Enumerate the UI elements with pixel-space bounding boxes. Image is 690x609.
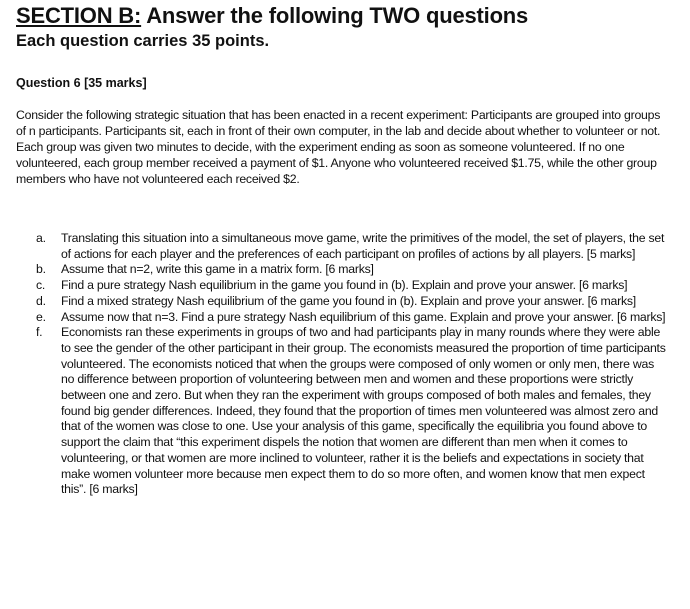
part-text: Translating this situation into a simultaneous move game, write the primitives of the model, the set of players, the set of actions for each player and the preferences of each participant on profiles of actions by all players. [5 marks] — [61, 231, 665, 261]
question-part-b — [36, 262, 668, 278]
section-title — [16, 3, 528, 29]
question-part-c — [36, 278, 668, 294]
part-letter: c. — [36, 278, 46, 293]
question-part-a — [36, 231, 668, 262]
part-letter: f. — [36, 325, 43, 340]
section-instruction: Answer the following TWO questions — [141, 3, 529, 28]
question-intro: Consider the following strategic situation that has been enacted in a recent experiment: Participants are grouped into groups of n participants. Participants sit, each in front of their own computer, in the lab and decide about whether to volunteer or not. Each group was given two minutes to decide, with the experiment ending as soon as someone volunteered. If no one volunteered, each group member received a payment of $1. Anyone who volunteered received $1.75, while the other group members who have not volunteered each received $2. — [16, 108, 661, 186]
question-heading: Question 6 [35 marks] — [16, 76, 147, 90]
question-part-e — [36, 310, 668, 326]
section-label: SECTION B: — [16, 3, 142, 28]
part-letter: b. — [36, 262, 46, 277]
part-text: Find a mixed strategy Nash equilibrium of the game you found in (b). Explain and prove your answer. [6 marks] — [61, 293, 636, 308]
question-parts-list — [36, 231, 668, 498]
part-text: Economists ran these experiments in groups of two and had participants play in many rounds where they were able to see the gender of the other participant in their group. The economists measured the proportion of time participants volunteered. The economists noticed that when the groups were composed of only women or only men, there was no difference between proportion of volunteering between men and women and these proportions were strictly between one and zero. But when they ran the experiment with groups composed of both males and females, they found big gender differences. Indeed, they found that the proportion of times men volunteered was almost zero and that of the women was close to one. Use your analysis of this game, specifically the equilibria you found above to support the claim that “this experiment dispels the notion that women are different than men when it comes to volunteering, or that women are more inclined to volunteer, rather it is the beliefs and expectations in society that make women volunteer more because men expect them to do so more often, and women know that men expect this”. [6 marks] — [61, 325, 666, 497]
part-text: Assume that n=2, write this game in a matrix form. [6 marks] — [61, 262, 374, 277]
section-subtitle: Each question carries 35 points. — [16, 32, 270, 50]
question-part-f — [36, 325, 668, 498]
part-text: Find a pure strategy Nash equilibrium in the game you found in (b). Explain and prove your answer. [6 marks] — [61, 278, 628, 293]
question-part-d — [36, 294, 668, 310]
part-letter: e. — [36, 309, 46, 324]
part-letter: a. — [36, 231, 46, 245]
part-text: Assume now that n=3. Find a pure strategy Nash equilibrium of this game. Explain and prove your answer. [6 marks] — [61, 309, 666, 324]
part-letter: d. — [36, 293, 46, 308]
